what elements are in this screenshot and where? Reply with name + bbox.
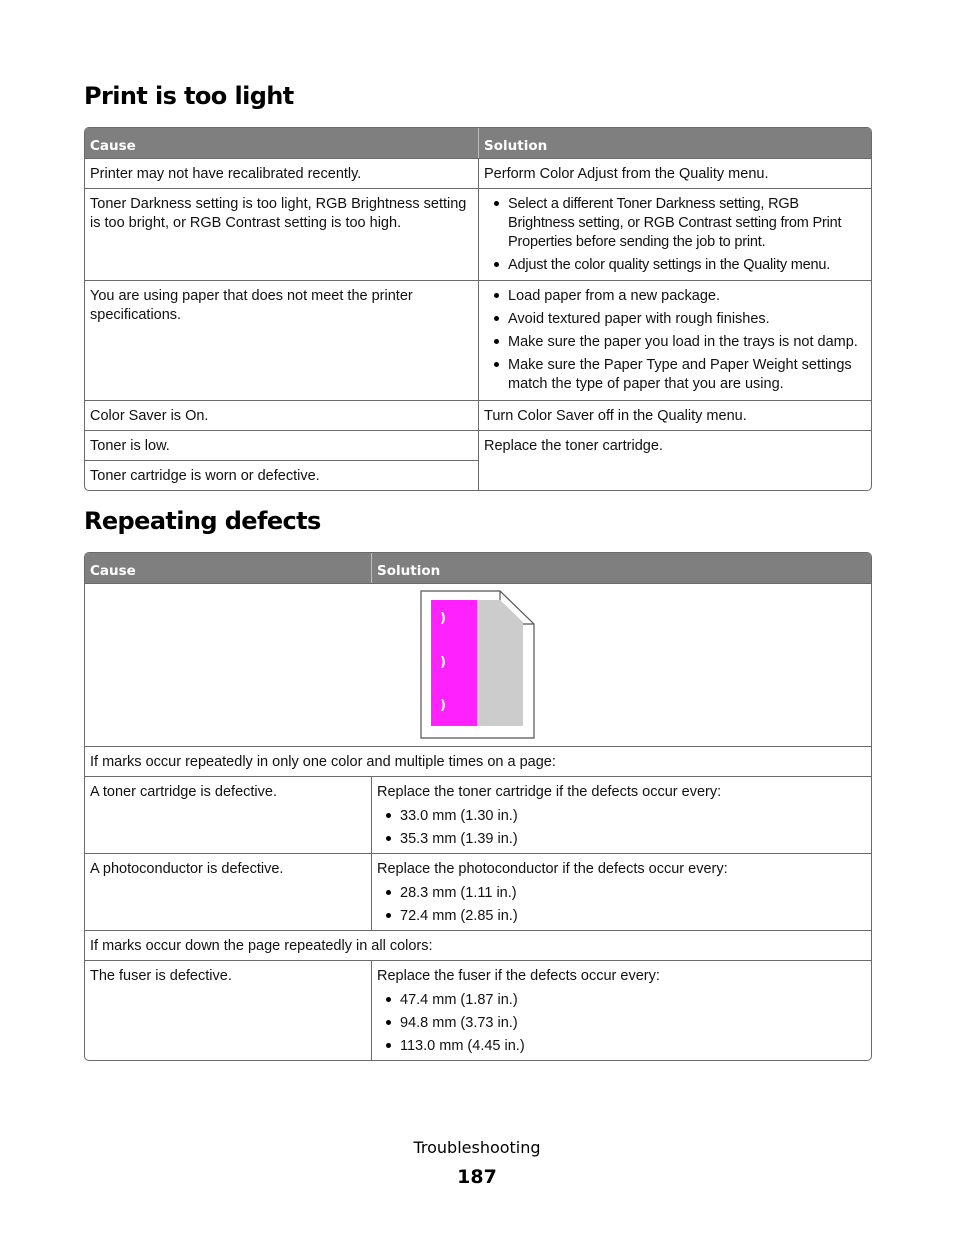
solution-cell: Perform Color Adjust from the Quality menu. bbox=[478, 158, 871, 188]
solution-list bbox=[377, 807, 866, 849]
defect-mark: ) bbox=[440, 698, 446, 713]
solution-list bbox=[484, 287, 866, 394]
table-row bbox=[85, 583, 871, 746]
table-row bbox=[85, 280, 871, 400]
table-header-row bbox=[85, 128, 871, 158]
repeating-defects-table bbox=[84, 552, 872, 1061]
list-item: 28.3 mm (1.11 in.) bbox=[377, 884, 866, 903]
section-title-repeating-defects: Repeating defects bbox=[84, 507, 321, 535]
solution-cell: Turn Color Saver off in the Quality menu. bbox=[478, 400, 871, 430]
cause-cell: Toner Darkness setting is too light, RGB Brightness setting is too bright, or RGB Contrast setting is too high. bbox=[85, 188, 478, 280]
list-item: 72.4 mm (2.85 in.) bbox=[377, 907, 866, 926]
solution-cell: Replace the toner cartridge. bbox=[478, 430, 871, 490]
list-item: 113.0 mm (4.45 in.) bbox=[377, 1037, 866, 1056]
note-cell: If marks occur repeatedly in only one color and multiple times on a page: bbox=[85, 746, 871, 776]
magenta-band-shape bbox=[431, 600, 477, 726]
cause-cell: Toner cartridge is worn or defective. bbox=[85, 460, 478, 490]
list-item: Avoid textured paper with rough finishes. bbox=[484, 310, 866, 329]
footer-section-label: Troubleshooting bbox=[413, 1138, 541, 1157]
solution-cell bbox=[478, 280, 871, 400]
list-item: Load paper from a new package. bbox=[484, 287, 866, 306]
solution-cell bbox=[478, 188, 871, 280]
page-number: 187 bbox=[457, 1166, 497, 1188]
list-item: 33.0 mm (1.30 in.) bbox=[377, 807, 866, 826]
cause-cell: Color Saver is On. bbox=[85, 400, 478, 430]
table-row bbox=[85, 853, 871, 930]
column-header-cause: Cause bbox=[85, 128, 478, 158]
print-too-light-table bbox=[84, 127, 872, 491]
table-row bbox=[85, 960, 871, 1060]
list-item: 35.3 mm (1.39 in.) bbox=[377, 830, 866, 849]
defect-mark: ) bbox=[440, 655, 446, 670]
solution-list bbox=[484, 195, 866, 275]
gray-band-shape bbox=[477, 600, 523, 726]
note-cell: If marks occur down the page repeatedly in all colors: bbox=[85, 930, 871, 960]
table-row bbox=[85, 430, 871, 460]
table-row bbox=[85, 776, 871, 853]
solution-cell bbox=[371, 960, 871, 1060]
column-header-solution: Solution bbox=[371, 553, 871, 583]
list-item: Adjust the color quality settings in the Quality menu. bbox=[484, 256, 866, 275]
table-row bbox=[85, 158, 871, 188]
cause-cell: Printer may not have recalibrated recently. bbox=[85, 158, 478, 188]
defect-mark: ) bbox=[440, 611, 446, 626]
solution-list bbox=[377, 884, 866, 926]
solution-text: Replace the photoconductor if the defects occur every: bbox=[377, 861, 728, 877]
solution-text: Replace the fuser if the defects occur every: bbox=[377, 968, 660, 984]
cause-cell: The fuser is defective. bbox=[85, 960, 371, 1060]
solution-list bbox=[377, 991, 866, 1056]
solution-cell bbox=[371, 853, 871, 930]
repeating-defect-illustration bbox=[85, 584, 869, 746]
list-item: Select a different Toner Darkness setting, RGB Brightness setting, or RGB Contrast setting from Print Properties before sending the job to print. bbox=[484, 195, 866, 252]
list-item: Make sure the paper you load in the trays is not damp. bbox=[484, 333, 866, 352]
column-header-solution: Solution bbox=[478, 128, 871, 158]
cause-cell: A toner cartridge is defective. bbox=[85, 776, 371, 853]
table-row bbox=[85, 930, 871, 960]
table-row bbox=[85, 746, 871, 776]
list-item: 47.4 mm (1.87 in.) bbox=[377, 991, 866, 1010]
figure-cell bbox=[85, 583, 871, 746]
table-row bbox=[85, 188, 871, 280]
solution-text: Replace the toner cartridge if the defects occur every: bbox=[377, 784, 722, 800]
cause-cell: Toner is low. bbox=[85, 430, 478, 460]
list-item: Make sure the Paper Type and Paper Weight settings match the type of paper that you are using. bbox=[484, 356, 866, 394]
section-title-print-too-light: Print is too light bbox=[84, 82, 294, 110]
cause-cell: You are using paper that does not meet the printer specifications. bbox=[85, 280, 478, 400]
cause-cell: A photoconductor is defective. bbox=[85, 853, 371, 930]
solution-cell bbox=[371, 776, 871, 853]
column-header-cause: Cause bbox=[85, 553, 371, 583]
table-row bbox=[85, 400, 871, 430]
list-item: 94.8 mm (3.73 in.) bbox=[377, 1014, 866, 1033]
table-header-row bbox=[85, 553, 871, 583]
